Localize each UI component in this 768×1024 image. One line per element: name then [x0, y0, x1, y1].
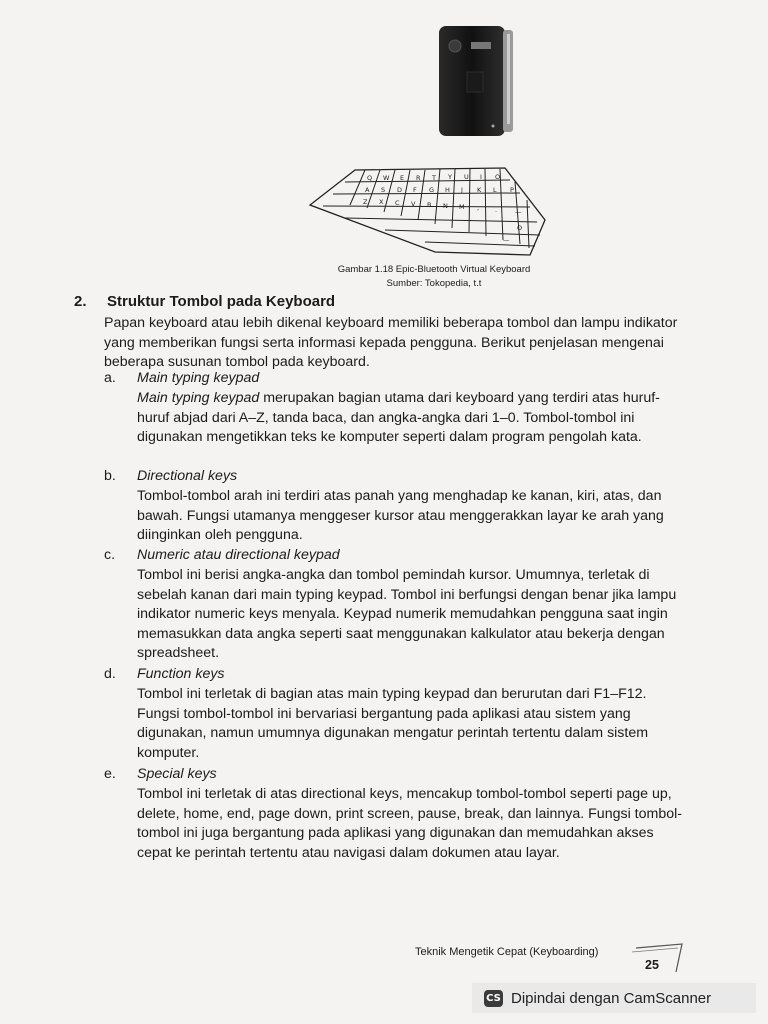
svg-text:T: T [432, 174, 436, 182]
camscanner-watermark-text: Dipindai dengan CamScanner [511, 989, 712, 1007]
list-item-letter: e. [104, 766, 116, 782]
svg-text:W: W [383, 174, 390, 182]
svg-text:E: E [400, 174, 405, 182]
svg-text:N: N [443, 202, 448, 210]
section-title: Struktur Tombol pada Keyboard [107, 293, 336, 310]
svg-text:I: I [480, 173, 482, 181]
svg-text:L: L [493, 186, 497, 194]
svg-text:Q: Q [367, 174, 373, 182]
svg-text:D: D [397, 186, 403, 194]
virtual-keyboard-projection-image [305, 160, 555, 260]
svg-text:O: O [495, 173, 501, 181]
svg-text:K: K [477, 186, 482, 194]
list-item-letter: b. [104, 468, 116, 484]
svg-text:O: O [517, 224, 523, 232]
list-item-letter: c. [104, 547, 116, 563]
svg-text:—: — [515, 208, 522, 216]
list-item-body-text: merupakan bagian utama dari keyboard yang terdiri atas huruf-huruf abjad dari A–Z, tanda baca, dan angka-angka dari 1–0. Tombol-tombol ini digunakan mengetikkan teks ke komputer seperti dalam program pengolah kata. [137, 390, 660, 446]
svg-text:G: G [429, 186, 435, 194]
list-item-heading: Directional keys [137, 468, 238, 484]
svg-text:U: U [464, 173, 469, 181]
svg-text:—: — [503, 236, 510, 244]
list-item-heading: Special keys [137, 766, 217, 782]
svg-text:B: B [427, 201, 432, 209]
svg-text:H: H [445, 186, 450, 194]
svg-text:R: R [416, 174, 421, 182]
svg-text:J: J [461, 186, 463, 194]
svg-text:C: C [395, 199, 400, 207]
svg-text:Z: Z [363, 198, 368, 206]
svg-text:F: F [413, 186, 417, 194]
svg-text:S: S [381, 186, 386, 194]
svg-text:,: , [477, 204, 480, 212]
footer-book-title: Teknik Mengetik Cepat (Keyboarding) [415, 946, 599, 958]
list-item-letter: d. [104, 666, 116, 682]
section-number: 2. [74, 293, 87, 310]
svg-text:M: M [459, 203, 465, 211]
list-item-heading: Numeric atau directional keypad [137, 547, 340, 563]
list-item-body-lead: Main typing keypad [137, 390, 260, 406]
svg-text:V: V [411, 200, 416, 208]
list-item-body [137, 389, 685, 448]
list-item-body: Tombol ini berisi angka-angka dan tombol pemindah kursor. Umumnya, terletak di sebelah kanan dari main typing keypad. Tombol ini berfungsi dengan benar jika lampu indikator numeric keys menyala. Keypad numerik memudahkan pengguna saat ingin memasukkan data angka seperti saat menggunakan kalkulator atau bekerja dengan spreadsheet. [137, 567, 677, 662]
list-item-body: Tombol-tombol arah ini terdiri atas panah yang menghadap ke kanan, kiri, atas, dan bawah. Fungsi utamanya menggeser kursor atau menggerakkan layar ke arah yang diinginkan oleh pengguna. [137, 488, 664, 544]
svg-text:X: X [379, 198, 384, 206]
list-item-body: Tombol ini terletak di atas directional keys, mencakup tombol-tombol seperti page up, delete, home, end, page down, print screen, pause, break, dan lainnya. Fungsi tombol-tombol ini juga bergantung pada aplikasi yang digunakan dan memudahkan akses cepat ke perintah tertentu atau navigasi dalam dokumen atau layar. [137, 786, 682, 861]
figure-source: Sumber: Tokopedia, t.t [386, 278, 482, 289]
page-number: 25 [645, 958, 659, 972]
section-intro: Papan keyboard atau lebih dikenal keyboard memiliki beberapa tombol dan lampu indikator yang memberikan fungsi serta informasi kepada pengguna. Berikut penjelasan mengenai beberapa susunan tombol pada keyboard. [104, 315, 678, 371]
list-item-heading: Main typing keypad [137, 370, 260, 386]
svg-text:Y: Y [448, 173, 452, 181]
list-item-heading: Function keys [137, 666, 225, 682]
svg-text:P: P [510, 186, 514, 194]
svg-text:A: A [365, 186, 370, 194]
figure-caption: Gambar 1.18 Epic-Bluetooth Virtual Keyboard [337, 264, 531, 275]
bluetooth-keyboard-device-image [437, 22, 517, 140]
camscanner-icon: CS [484, 990, 503, 1007]
svg-text:.: . [495, 206, 498, 214]
camscanner-watermark [472, 983, 756, 1013]
list-item-letter: a. [104, 370, 116, 386]
list-item-body: Tombol ini terletak di bagian atas main typing keypad dan berurutan dari F1–F12. Fungsi tombol-tombol ini bervariasi bergantung pada aplikasi atau sistem yang digunakan, namun umumnya digunakan mengatur perintah tertentu dalam sistem komputer. [137, 686, 649, 761]
